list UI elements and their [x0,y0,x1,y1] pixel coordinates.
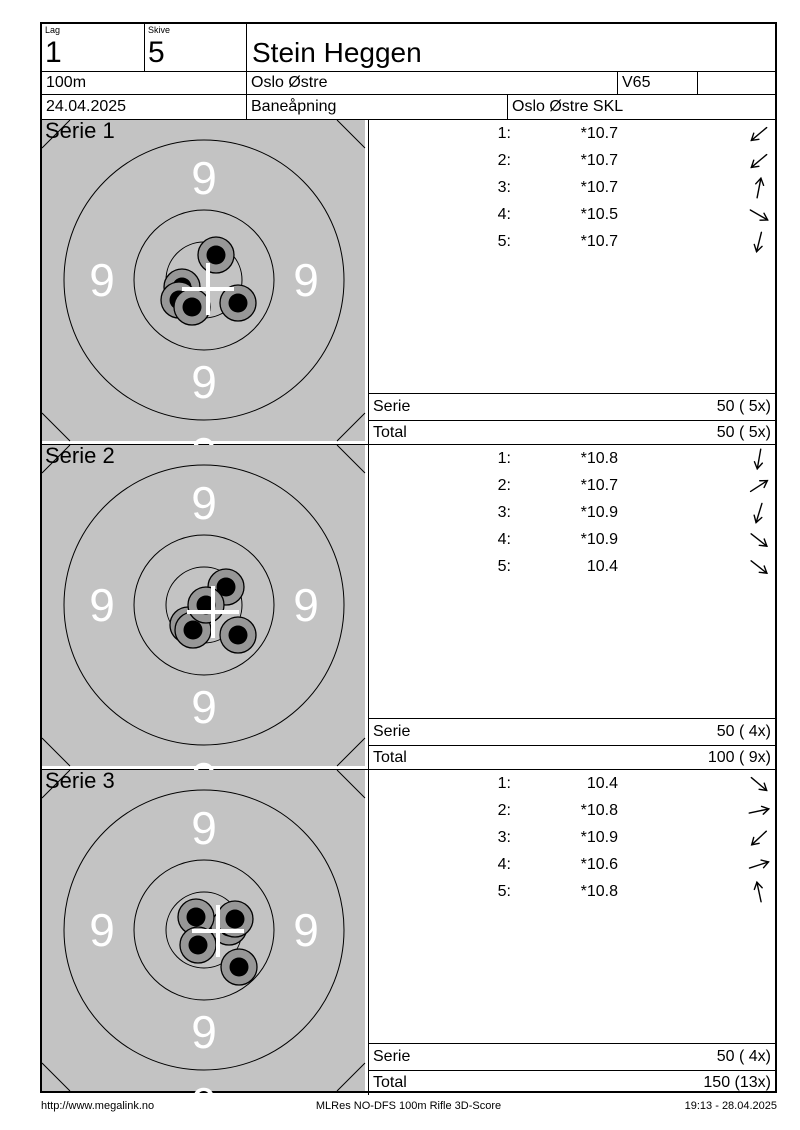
shot-score: *10.9 [580,829,618,846]
ring-number-label: 9 [191,1006,217,1058]
footer-timestamp: 19:13 - 28.04.2025 [684,1100,777,1112]
serie-sum-label: Serie [373,398,411,415]
score-panel-serie-3 [369,770,775,1095]
ring-number-label: 9 [191,356,217,408]
shot-direction-arrow-icon [746,121,772,147]
score-panel-serie-1 [369,120,775,444]
lag-cell [42,24,145,71]
shot-direction-arrow-icon [746,554,772,580]
header-row-event [42,95,775,120]
header-row-venue [42,72,775,95]
class-cell: V65 [618,72,698,94]
footer-url: http://www.megalink.no [41,1100,155,1112]
club-cell: Oslo Østre [247,72,618,94]
serie-sum-label: Serie [373,1048,411,1065]
target-cell-serie-1 [42,120,369,444]
lag-label: Lag [45,25,61,35]
shot-score: 10.4 [586,558,618,575]
ring-number-label: 9 [293,904,319,956]
series-label: Serie 1 [45,118,115,143]
shot-row [369,824,775,851]
serie-sum-value: 50 ( 4x) [716,723,771,740]
total-sum-value: 100 ( 9x) [707,748,771,766]
ring-number-label: 9 [89,904,115,956]
shot-direction-arrow-icon [746,500,772,526]
shot-score: *10.8 [580,883,618,900]
total-sum-row [369,1070,775,1095]
shot-row [369,851,775,878]
shot-hole-core [229,294,248,313]
serie-sum-row [369,393,775,420]
shot-number: 3: [497,504,511,521]
shot-row [369,770,775,797]
ring-number-label: 9 [293,579,319,631]
shot-score: *10.5 [580,206,618,223]
header-row-identity [42,24,775,72]
target-cell-serie-2 [42,445,369,769]
shot-row [369,174,775,201]
shot-direction-arrow-icon [746,771,772,797]
skive-label: Skive [148,25,171,35]
shot-number: 1: [497,450,511,467]
shot-score: *10.7 [580,477,618,494]
shot-row [369,472,775,499]
shot-row [369,120,775,147]
shot-number: 3: [497,829,511,846]
shot-hole-core [229,626,248,645]
shot-direction-arrow-icon [746,852,772,878]
ring-number-label: 9 [191,802,217,854]
series-label: Serie 3 [45,768,115,793]
shot-score: 10.4 [586,775,618,792]
shot-hole-core [184,621,203,640]
shot-row [369,526,775,553]
date-cell: 24.04.2025 [42,95,247,119]
shot-score: *10.7 [580,125,618,142]
shot-row [369,147,775,174]
ring-number-label: 9 [191,477,217,529]
shot-direction-arrow-icon [746,473,772,499]
shot-number: 3: [497,179,511,196]
serie-sum-row [369,718,775,745]
shot-number: 4: [497,856,511,873]
shot-score: *10.8 [580,450,618,467]
shot-direction-arrow-icon [746,879,772,905]
shot-hole-core [230,958,249,977]
skive-value: 5 [148,36,165,69]
shot-direction-arrow-icon [746,148,772,174]
empty-cell [698,72,775,94]
shot-row [369,201,775,228]
serie-sum-label: Serie [373,723,411,740]
shot-row [369,878,775,905]
shot-score: *10.9 [580,531,618,548]
shot-score: *10.6 [580,856,618,873]
total-sum-label: Total [373,423,407,441]
total-sum-value: 150 (13x) [703,1074,771,1091]
total-sum-label: Total [373,748,407,766]
shot-row [369,228,775,255]
report-footer [40,1100,777,1116]
total-sum-row [369,420,775,444]
distance-cell: 100m [42,72,247,94]
ring-number-label: 9 [89,579,115,631]
skive-cell [145,24,247,71]
shot-number: 2: [497,802,511,819]
shot-number: 4: [497,531,511,548]
total-sum-row [369,745,775,769]
shot-number: 1: [497,125,511,142]
shot-score: *10.7 [580,179,618,196]
score-panel-serie-2 [369,445,775,769]
shot-number: 5: [497,883,511,900]
serie-sum-row [369,1043,775,1070]
shot-row [369,553,775,580]
shot-direction-arrow-icon [746,527,772,553]
shooter-name: Stein Heggen [252,37,422,68]
shot-hole-core [187,908,206,927]
shot-score: *10.7 [580,233,618,250]
shot-score: *10.9 [580,504,618,521]
serie-sum-value: 50 ( 4x) [716,1048,771,1065]
total-sum-value: 50 ( 5x) [716,423,771,441]
shot-direction-arrow-icon [746,202,772,228]
shot-direction-arrow-icon [746,229,772,255]
ring-number-label: 9 [191,1078,217,1130]
shot-direction-arrow-icon [746,798,772,824]
shot-number: 5: [497,558,511,575]
footer-program: MLRes NO-DFS 100m Rifle 3D-Score [315,1100,502,1112]
shot-direction-arrow-icon [746,446,772,472]
shot-hole-core [207,246,226,265]
shot-hole-core [189,936,208,955]
serie-sum-value: 50 ( 5x) [716,398,771,415]
shot-direction-arrow-icon [746,825,772,851]
ring-number-label: 9 [89,254,115,306]
shot-number: 2: [497,152,511,169]
shot-row [369,445,775,472]
series-label: Serie 2 [45,443,115,468]
lag-value: 1 [45,36,62,69]
target-graphic-serie-2 [42,445,365,766]
total-sum-label: Total [373,1074,407,1091]
ring-number-label: 9 [293,254,319,306]
series-block-2 [42,445,775,770]
shot-score: *10.8 [580,802,618,819]
shot-score: *10.7 [580,152,618,169]
shot-row [369,499,775,526]
target-graphic-serie-1 [42,120,365,441]
ring-number-label: 9 [191,681,217,733]
shot-number: 1: [497,775,511,792]
shot-hole-core [226,910,245,929]
shot-number: 5: [497,233,511,250]
shot-hole-core [183,298,202,317]
shot-direction-arrow-icon [746,175,772,201]
organizer-cell: Oslo Østre SKL [512,98,624,115]
series-block-1 [42,120,775,445]
event-cell: Baneåpning [247,95,508,119]
shot-row [369,797,775,824]
shot-number: 4: [497,206,511,223]
shot-number: 2: [497,477,511,494]
ring-number-label: 9 [191,152,217,204]
